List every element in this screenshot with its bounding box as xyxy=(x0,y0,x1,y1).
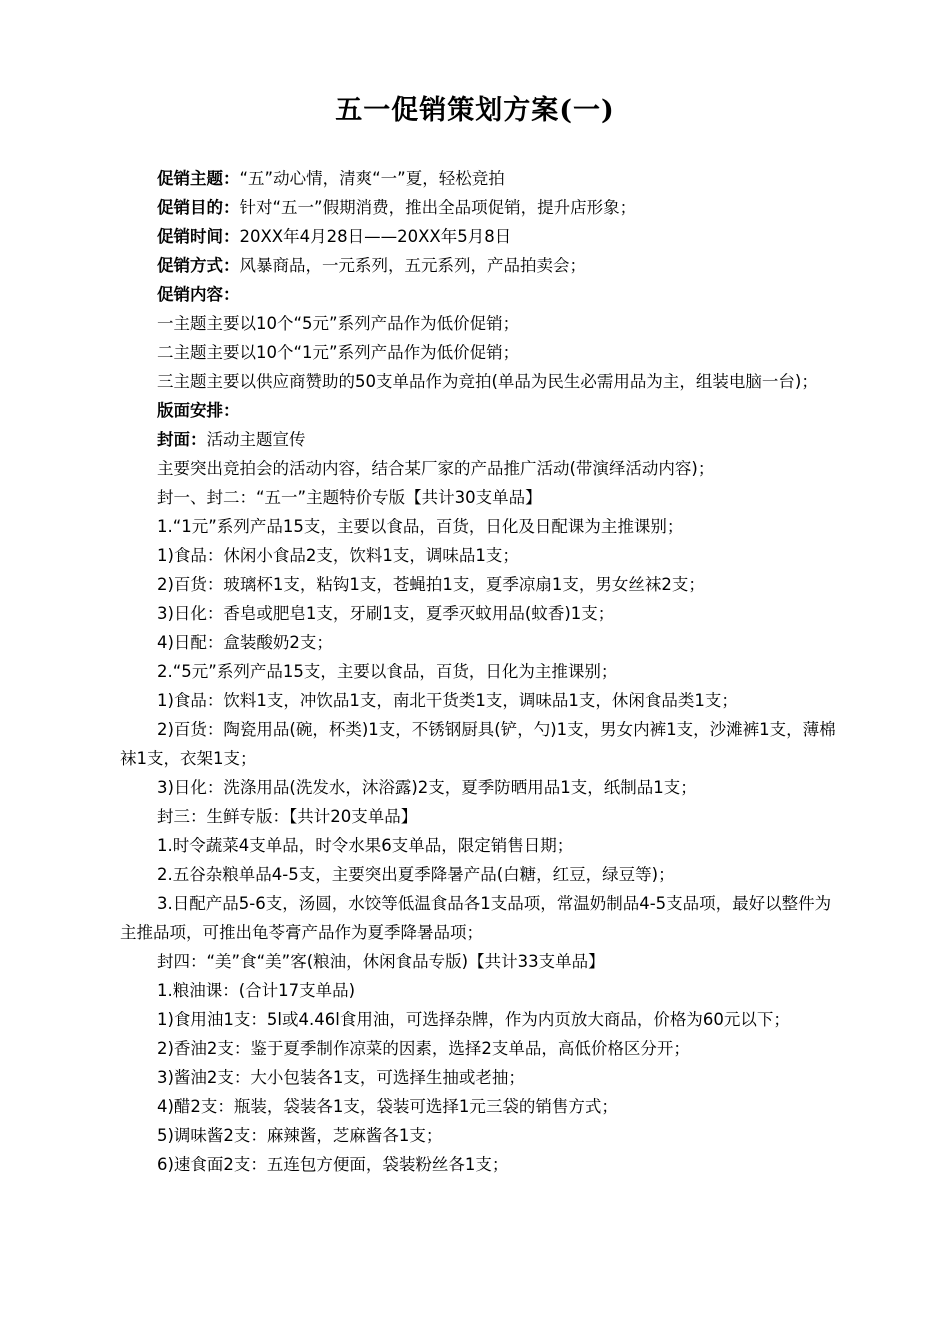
layout-heading: 版面安排： xyxy=(157,401,240,420)
content-line-1: 一主题主要以10个“5元”系列产品作为低价促销； xyxy=(157,314,520,333)
cover-label: 封面： xyxy=(157,430,207,449)
paragraph-line: 2.“5元”系列产品15支，主要以食品，百货，日化为主推课别； xyxy=(157,662,618,681)
paragraph-line: 6)速食面2支：五连包方便面，袋装粉丝各1支； xyxy=(157,1155,509,1174)
paragraph-line: 3)日化：洗涤用品(洗发水，沐浴露)2支，夏季防晒用品1支，纸制品1支； xyxy=(157,778,697,797)
method-line xyxy=(120,251,838,280)
time-label: 促销时间： xyxy=(157,227,240,246)
paragraph-line: 1)食品：饮料1支，冲饮品1支，南北干货类1支，调味品1支，休闲食品类1支； xyxy=(157,691,738,710)
content-line-3: 三主题主要以供应商赞助的50支单品作为竞拍(单品为民生必需用品为主，组装电脑一台)； xyxy=(157,372,818,391)
paragraph-line: 封一、封二：“五一”主题特价专版【共计30支单品】 xyxy=(157,488,542,507)
paragraph-line: 主要突出竞拍会的活动内容，结合某厂家的产品推广活动(带演绎活动内容)； xyxy=(157,459,715,478)
paragraph-line: 4)醋2支：瓶装，袋装各1支，袋装可选择1元三袋的销售方式； xyxy=(157,1097,618,1116)
paragraph-line: 1.粮油课：(合计17支单品) xyxy=(157,981,356,1000)
cover-line xyxy=(120,425,838,454)
time-line xyxy=(120,222,838,251)
content-heading: 促销内容： xyxy=(157,285,240,304)
cover-value: 活动主题宣传 xyxy=(206,430,306,449)
content-line-2: 二主题主要以10个“1元”系列产品作为低价促销； xyxy=(157,343,520,362)
theme-line xyxy=(120,164,838,193)
method-label: 促销方式： xyxy=(157,256,240,275)
paragraph-line: 1)食品：休闲小食品2支，饮料1支，调味品1支； xyxy=(157,546,519,565)
theme-value: “五”动心情，清爽“一”夏，轻松竞拍 xyxy=(239,169,505,188)
paragraph-line: 封四：“美”食“美”客(粮油，休闲食品专版)【共计33支单品】 xyxy=(157,952,605,971)
theme-label: 促销主题： xyxy=(157,169,240,188)
paragraph-line: 封三：生鲜专版：【共计20支单品】 xyxy=(157,807,418,826)
paragraph-line: 2)百货：陶瓷用品(碗，杯类)1支，不锈钢厨具(铲，勺)1支，男女内裤1支，沙滩裤1支，薄棉袜1支，衣架1支； xyxy=(120,720,836,768)
paragraph-line: 5)调味酱2支：麻辣酱，芝麻酱各1支； xyxy=(157,1126,443,1145)
paragraph-line: 1.时令蔬菜4支单品，时令水果6支单品，限定销售日期； xyxy=(157,836,574,855)
paragraph-line: 4)日配：盒装酸奶2支； xyxy=(157,633,333,652)
paragraph-line: 3.日配产品5-6支，汤圆，水饺等低温食品各1支品项，常温奶制品4-5支品项，最好以整件为主推品项，可推出龟苓膏产品作为夏季降暑品项； xyxy=(120,894,832,942)
purpose-value: 针对“五一”假期消费，推出全品项促销，提升店形象； xyxy=(239,198,637,217)
document-body xyxy=(120,164,838,1179)
paragraph-line: 2.五谷杂粮单品4-5支，主要突出夏季降暑产品(白糖，红豆，绿豆等)； xyxy=(157,865,675,884)
paragraph-line: 3)日化：香皂或肥皂1支，牙刷1支，夏季灭蚊用品(蚊香)1支； xyxy=(157,604,615,623)
purpose-label: 促销目的： xyxy=(157,198,240,217)
document-title: 五一促销策划方案(一) xyxy=(335,95,615,126)
time-value: 20XX年4月28日——20XX年5月8日 xyxy=(239,227,512,246)
method-value: 风暴商品，一元系列，五元系列，产品拍卖会； xyxy=(239,256,586,275)
paragraph-line: 2)百货：玻璃杯1支，粘钩1支，苍蝇拍1支，夏季凉扇1支，男女丝袜2支； xyxy=(157,575,705,594)
paragraph-line: 3)酱油2支：大小包装各1支，可选择生抽或老抽； xyxy=(157,1068,525,1087)
purpose-line xyxy=(120,193,838,222)
paragraph-line: 1)食用油1支：5l或4.46l食用油，可选择杂牌，作为内页放大商品，价格为60元以下； xyxy=(157,1010,790,1029)
paragraph-line: 2)香油2支：鉴于夏季制作凉菜的因素，选择2支单品，高低价格区分开； xyxy=(157,1039,690,1058)
paragraph-line: 1.“1元”系列产品15支，主要以食品，百货，日化及日配课为主推课别； xyxy=(157,517,684,536)
